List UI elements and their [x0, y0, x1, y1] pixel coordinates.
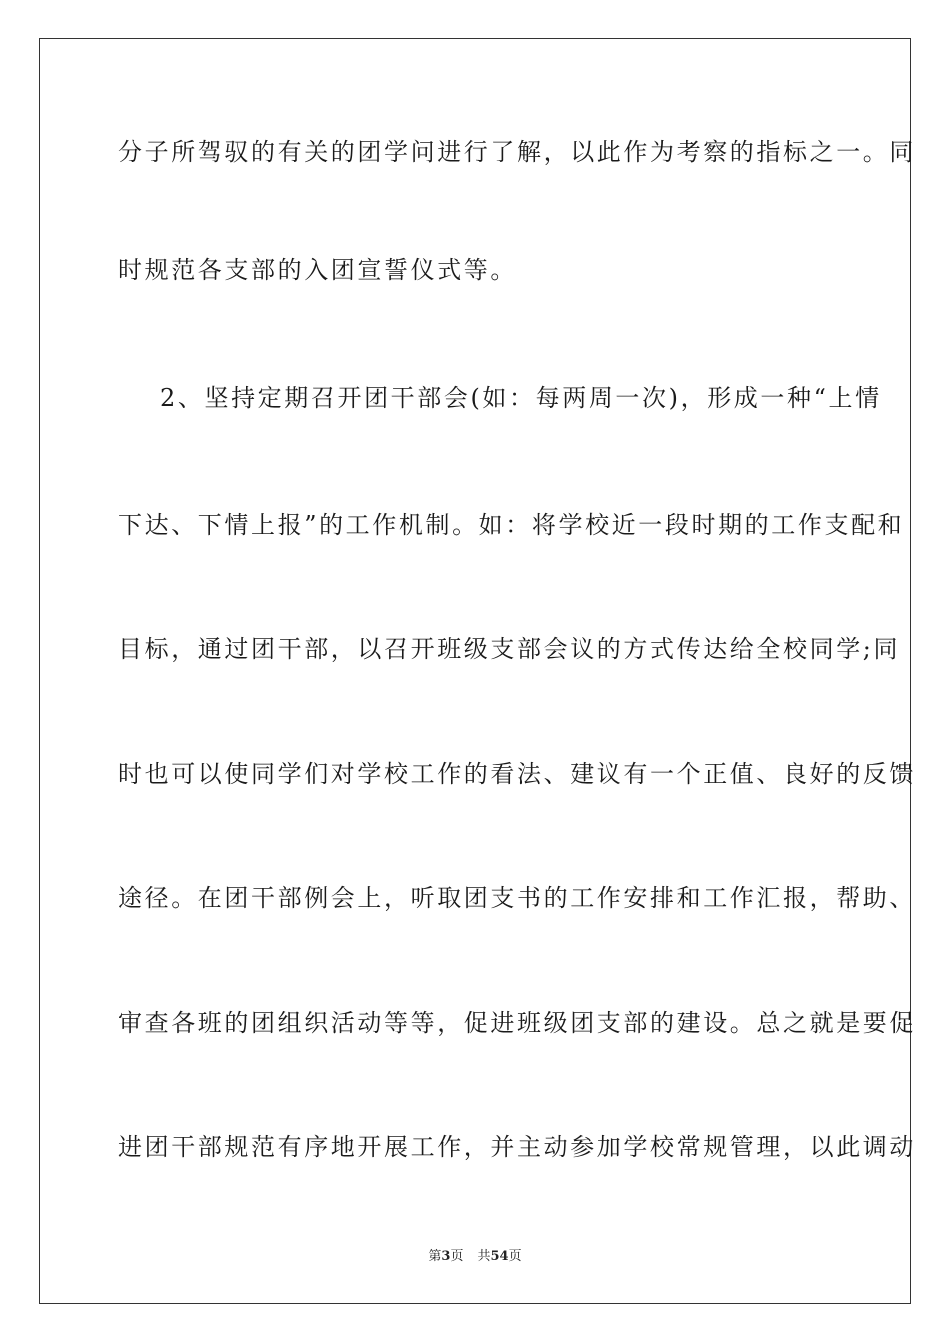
page-number: 3	[441, 1249, 451, 1264]
paragraph-line: 进团干部规范有序地开展工作，并主动参加学校常规管理，以此调动	[118, 1133, 916, 1161]
paragraph-line: 时也可以使同学们对学校工作的看法、建议有一个正值、良好的反馈	[118, 760, 916, 788]
paragraph-line: 分子所驾驭的有关的团学问进行了解，以此作为考察的指标之一。同	[118, 138, 916, 166]
paragraph-line: 2、坚持定期召开团干部会(如：每两周一次)，形成一种“上情	[160, 384, 882, 412]
page-border	[39, 38, 916, 1304]
paragraph-line: 审查各班的团组织活动等等，促进班级团支部的建设。总之就是要促	[118, 1009, 916, 1037]
page-prefix: 第	[428, 1249, 442, 1264]
paragraph-line: 目标，通过团干部，以召开班级支部会议的方式传达给全校同学;同	[118, 635, 901, 663]
paragraph-line: 时规范各支部的入团宣誓仪式等。	[118, 256, 517, 284]
paragraph-line: 途径。在团干部例会上，听取团支书的工作安排和工作汇报，帮助、	[118, 884, 916, 912]
page-footer	[0, 1248, 950, 1266]
total-suffix: 页	[508, 1249, 522, 1264]
paragraph-line: 下达、下情上报”的工作机制。如：将学校近一段时期的工作支配和	[118, 511, 905, 539]
total-pages: 54	[490, 1249, 509, 1264]
total-prefix: 共	[477, 1249, 491, 1264]
page-suffix: 页	[450, 1249, 464, 1264]
